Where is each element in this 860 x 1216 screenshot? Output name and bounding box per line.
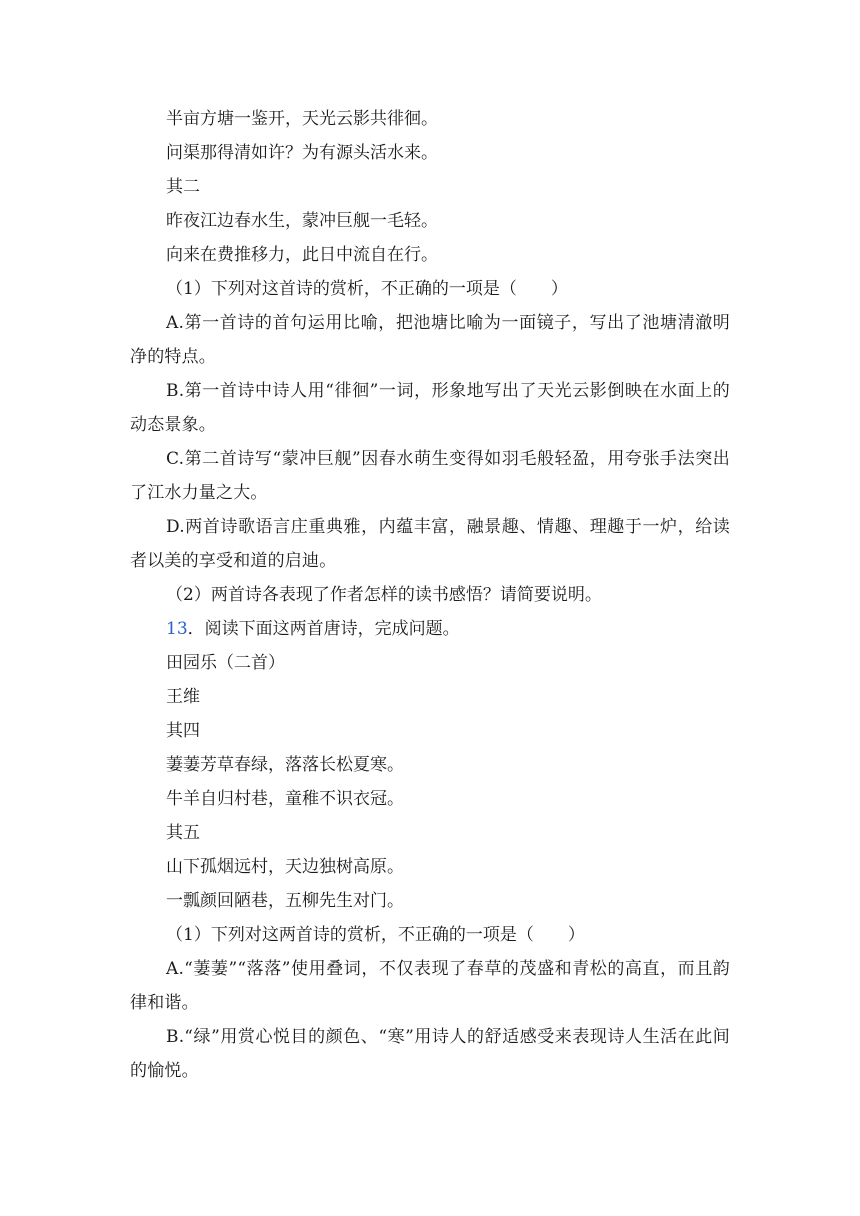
poem2-line2: 向来在费推移力，此日中流自在行。 — [166, 245, 438, 265]
q12-option-b: B.第一首诗中诗人用“徘徊”一词，形象地写出了天光云影倒映在水面上的动态景象。 — [130, 381, 730, 435]
poem4-heading: 其四 — [166, 721, 200, 741]
document-page — [130, 102, 730, 1088]
q13-prompt: ．阅读下面这两首唐诗，完成问题。 — [187, 619, 460, 639]
q13-header — [130, 612, 730, 646]
q12-subquestion-2: （2）两首诗各表现了作者怎样的读书感悟？请简要说明。 — [166, 585, 602, 605]
poem4-line2: 牛羊自归村巷，童稚不识衣冠。 — [166, 789, 404, 809]
poem-title: 田园乐（二首） — [166, 653, 285, 673]
poem5-heading: 其五 — [166, 823, 200, 843]
poem2-line1: 昨夜江边春水生，蒙冲巨舰一毛轻。 — [166, 211, 438, 231]
q13-option-a: A.“萋萋”“落落”使用叠词，不仅表现了春草的茂盛和青松的高直，而且韵律和谐。 — [130, 959, 730, 1013]
poem1-line2: 问渠那得清如许？为有源头活水来。 — [166, 143, 438, 163]
q12-option-a: A.第一首诗的首句运用比喻，把池塘比喻为一面镜子，写出了池塘清澈明净的特点。 — [130, 313, 730, 367]
q13-subquestion-1: （1）下列对这两首诗的赏析，不正确的一项是（ ） — [166, 925, 585, 945]
poem5-line2: 一瓢颜回陋巷，五柳先生对门。 — [166, 891, 404, 911]
q13-option-b: B.“绿”用赏心悦目的颜色、“寒”用诗人的舒适感受来表现诗人生活在此间的愉悦。 — [130, 1027, 730, 1081]
poem1-line1: 半亩方塘一鉴开，天光云影共徘徊。 — [166, 109, 438, 129]
question-number: 13 — [166, 619, 188, 639]
poem2-heading: 其二 — [166, 177, 200, 197]
poem5-line1: 山下孤烟远村，天边独树高原。 — [166, 857, 404, 877]
q12-subquestion-1: （1）下列对这首诗的赏析，不正确的一项是（ ） — [166, 279, 568, 299]
q12-option-c: C.第二首诗写“蒙冲巨舰”因春水萌生变得如羽毛般轻盈，用夸张手法突出了江水力量之大。 — [130, 449, 730, 503]
poem4-line1: 萋萋芳草春绿，落落长松夏寒。 — [166, 755, 404, 775]
poem-author: 王维 — [166, 687, 200, 707]
q12-option-d: D.两首诗歌语言庄重典雅，内蕴丰富，融景趣、情趣、理趣于一炉，给读者以美的享受和道的启迪。 — [130, 517, 730, 571]
